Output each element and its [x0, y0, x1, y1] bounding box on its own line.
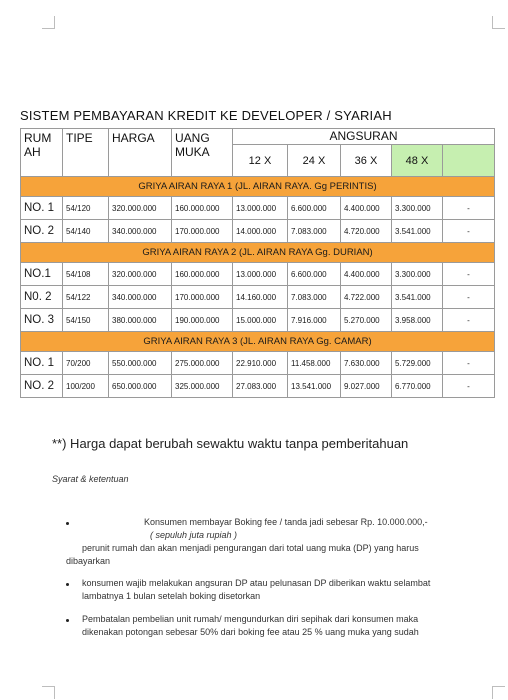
cell-48x: 3.958.000	[392, 309, 443, 332]
cell-12x: 13.000.000	[233, 197, 288, 220]
cell-extra: -	[443, 309, 495, 332]
cell-no: NO.1	[21, 263, 63, 286]
cell-extra: -	[443, 286, 495, 309]
table-row	[21, 197, 495, 220]
cell-24x: 6.600.000	[288, 263, 341, 286]
cell-uang-muka: 160.000.000	[172, 197, 233, 220]
cell-tipe: 70/200	[63, 352, 109, 375]
cell-24x: 7.083.000	[288, 286, 341, 309]
cell-harga: 320.000.000	[109, 263, 172, 286]
cell-extra: -	[443, 197, 495, 220]
bullet-dot	[66, 583, 69, 586]
cell-no: NO. 3	[21, 309, 63, 332]
header-extra	[443, 145, 495, 177]
section-row	[21, 243, 495, 263]
cell-harga: 340.000.000	[109, 286, 172, 309]
cell-12x: 22.910.000	[233, 352, 288, 375]
cell-24x: 11.458.000	[288, 352, 341, 375]
cell-tipe: 100/200	[63, 375, 109, 398]
table-row	[21, 375, 495, 398]
cell-uang-muka: 190.000.000	[172, 309, 233, 332]
document-title: SISTEM PEMBAYARAN KREDIT KE DEVELOPER / SYARIAH	[20, 108, 392, 123]
page-corner-mark	[42, 686, 55, 699]
cell-harga: 650.000.000	[109, 375, 172, 398]
cell-12x: 14.160.000	[233, 286, 288, 309]
cell-tipe: 54/140	[63, 220, 109, 243]
table-row	[21, 286, 495, 309]
term-3-line-1: Pembatalan pembelian unit rumah/ mengundurkan diri sepihak dari konsumen maka	[82, 614, 419, 624]
page-corner-mark	[492, 686, 505, 699]
cell-uang-muka: 160.000.000	[172, 263, 233, 286]
section-title: GRIYA AIRAN RAYA 1 (JL. AIRAN RAYA. Gg PERINTIS)	[21, 177, 495, 197]
header-12x: 12 X	[233, 145, 288, 177]
cell-harga: 550.000.000	[109, 352, 172, 375]
cell-24x: 7.916.000	[288, 309, 341, 332]
cell-uang-muka: 170.000.000	[172, 220, 233, 243]
cell-36x: 4.400.000	[341, 197, 392, 220]
cell-tipe: 54/108	[63, 263, 109, 286]
term-2-line-1: konsumen wajib melakukan angsuran DP atau pelunasan DP diberikan waktu selambat	[82, 578, 431, 588]
cell-no: NO. 1	[21, 197, 63, 220]
cell-harga: 320.000.000	[109, 197, 172, 220]
header-48x: 48 X	[392, 145, 443, 177]
header-uang-muka: UANG MUKA	[172, 129, 233, 177]
section-row	[21, 177, 495, 197]
cell-48x: 6.770.000	[392, 375, 443, 398]
cell-no: NO. 2	[21, 220, 63, 243]
term-2-line-2: lambatnya 1 bulan setelah boking disetorkan	[82, 591, 261, 601]
cell-36x: 5.270.000	[341, 309, 392, 332]
section-row	[21, 332, 495, 352]
cell-harga: 340.000.000	[109, 220, 172, 243]
terms-title: Syarat & ketentuan	[52, 474, 129, 484]
term-3-line-2: dikenakan potongan sebesar 50% dari boking fee atau 25 % uang muka yang sudah	[82, 627, 419, 637]
header-harga: HARGA	[109, 129, 172, 177]
term-1-line-2: ( sepuluh juta rupiah )	[150, 530, 238, 540]
bullet-dot	[66, 619, 69, 622]
cell-36x: 4.722.000	[341, 286, 392, 309]
cell-extra: -	[443, 352, 495, 375]
page-corner-mark	[42, 16, 55, 29]
cell-24x: 7.083.000	[288, 220, 341, 243]
term-1-line-3: perunit rumah dan akan menjadi pengurangan dari total uang muka (DP) yang harus	[82, 543, 419, 553]
header-tipe: TIPE	[63, 129, 109, 177]
cell-48x: 3.300.000	[392, 197, 443, 220]
cell-48x: 3.541.000	[392, 220, 443, 243]
table-row	[21, 220, 495, 243]
header-36x: 36 X	[341, 145, 392, 177]
cell-24x: 6.600.000	[288, 197, 341, 220]
cell-uang-muka: 170.000.000	[172, 286, 233, 309]
cell-12x: 14.000.000	[233, 220, 288, 243]
price-change-note: **) Harga dapat berubah sewaktu waktu tanpa pemberitahuan	[52, 436, 409, 451]
term-1-line-1: Konsumen membayar Boking fee / tanda jadi sebesar Rp. 10.000.000,-	[144, 517, 428, 527]
cell-48x: 3.541.000	[392, 286, 443, 309]
page-corner-mark	[492, 16, 505, 29]
cell-48x: 5.729.000	[392, 352, 443, 375]
cell-harga: 380.000.000	[109, 309, 172, 332]
cell-48x: 3.300.000	[392, 263, 443, 286]
table-row	[21, 352, 495, 375]
cell-extra: -	[443, 220, 495, 243]
header-angsuran: ANGSURAN	[233, 129, 495, 145]
cell-uang-muka: 325.000.000	[172, 375, 233, 398]
cell-extra: -	[443, 375, 495, 398]
cell-24x: 13.541.000	[288, 375, 341, 398]
cell-36x: 7.630.000	[341, 352, 392, 375]
cell-36x: 4.400.000	[341, 263, 392, 286]
cell-36x: 9.027.000	[341, 375, 392, 398]
cell-no: NO. 1	[21, 352, 63, 375]
cell-extra: -	[443, 263, 495, 286]
cell-tipe: 54/150	[63, 309, 109, 332]
table-row	[21, 263, 495, 286]
section-title: GRIYA AIRAN RAYA 3 (JL. AIRAN RAYA Gg. CAMAR)	[21, 332, 495, 352]
term-1-line-4: dibayarkan	[66, 556, 111, 566]
table-row	[21, 309, 495, 332]
header-rumah: RUM AH	[21, 129, 63, 177]
cell-no: N0. 2	[21, 286, 63, 309]
cell-no: NO. 2	[21, 375, 63, 398]
cell-tipe: 54/120	[63, 197, 109, 220]
bullet-dot	[66, 522, 69, 525]
payment-table	[20, 128, 495, 398]
cell-uang-muka: 275.000.000	[172, 352, 233, 375]
header-24x: 24 X	[288, 145, 341, 177]
cell-12x: 27.083.000	[233, 375, 288, 398]
cell-tipe: 54/122	[63, 286, 109, 309]
section-title: GRIYA AIRAN RAYA 2 (JL. AIRAN RAYA Gg. DURIAN)	[21, 243, 495, 263]
cell-36x: 4.720.000	[341, 220, 392, 243]
cell-12x: 13.000.000	[233, 263, 288, 286]
cell-12x: 15.000.000	[233, 309, 288, 332]
